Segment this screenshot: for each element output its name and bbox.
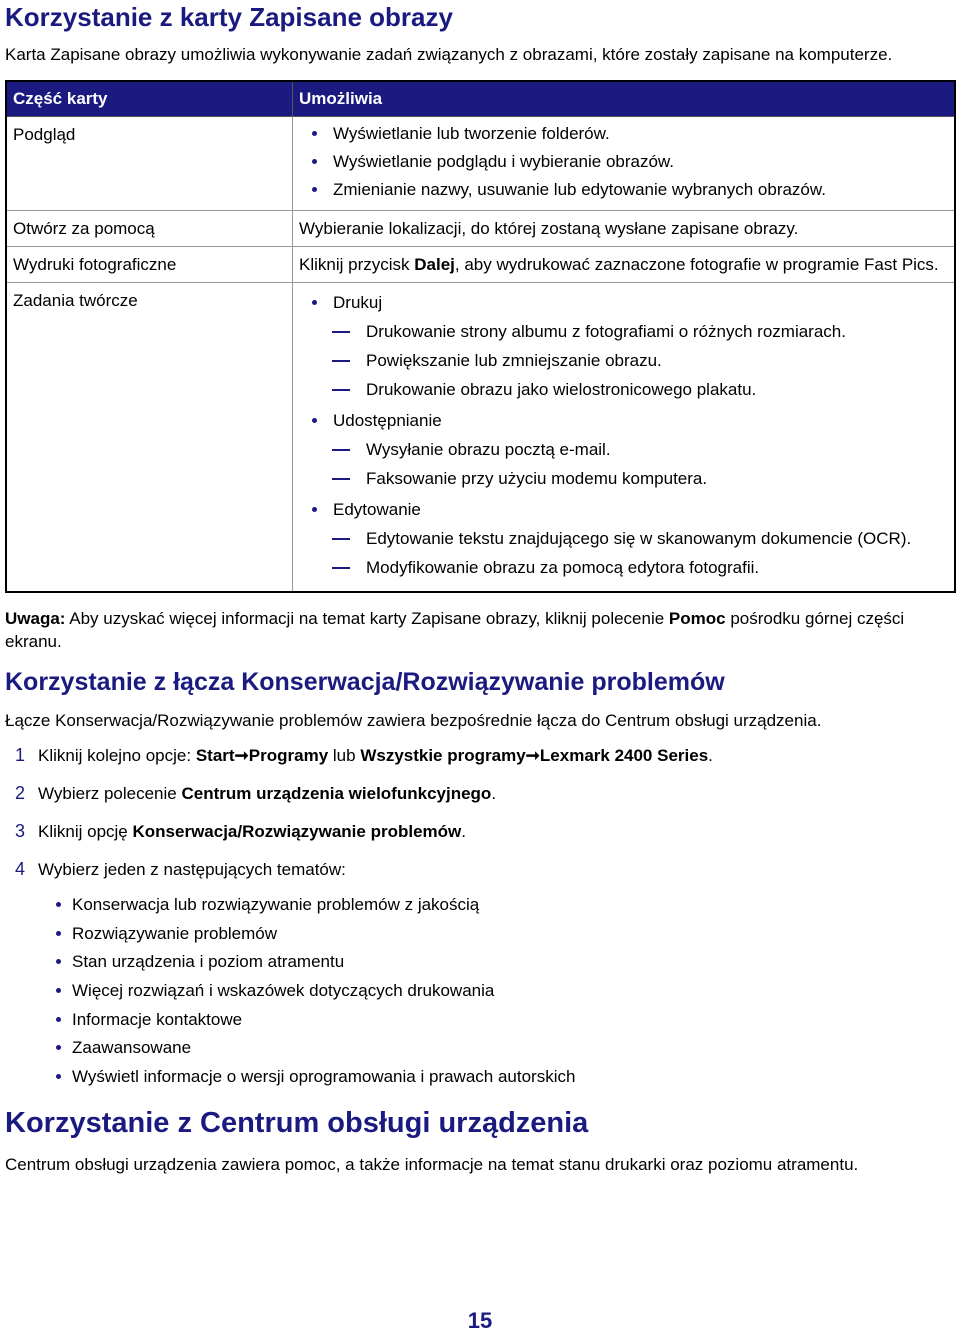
note-label: Uwaga: (5, 609, 66, 629)
table-row (6, 247, 955, 283)
list-item: Wyświetl informacje o wersji oprogramowania i prawach autorskich (38, 1065, 955, 1089)
table-header-row (6, 81, 955, 117)
step-number: 3 (15, 821, 26, 842)
bullet-icon (312, 187, 317, 192)
dash-icon (332, 567, 350, 569)
bullet-icon (56, 931, 61, 936)
list-item: Zaawansowane (38, 1036, 955, 1060)
table-cell-part: Zadania twórcze (6, 283, 293, 593)
list-item: Rozwiązywanie problemów (38, 922, 955, 946)
step-number: 4 (15, 859, 26, 880)
table-row (6, 283, 955, 593)
table-cell-part: Podgląd (6, 117, 293, 211)
document-page (5, 0, 955, 1176)
section-title-saved-images: Korzystanie z karty Zapisane obrazy (5, 2, 453, 32)
page-number: 15 (467, 1308, 493, 1333)
section-intro-maintenance: Łącze Konserwacja/Rozwiązywanie problemów zawiera bezpośrednie łącza do Centrum obsługi urządzenia. (5, 711, 822, 731)
list-item: Drukowanie strony albumu z fotografiami o różnych rozmiarach. (299, 320, 948, 343)
list-item: Informacje kontaktowe (38, 1008, 955, 1032)
bullet-icon (56, 902, 61, 907)
saved-images-table (5, 80, 956, 593)
dash-icon (332, 360, 350, 362)
bullet-icon (56, 988, 61, 993)
step-item: 2 Wybierz polecenie Centrum urządzenia wielofunkcyjnego. (15, 783, 497, 804)
table-cell-part: Wydruki fotograficzne (6, 247, 293, 283)
table-cell-desc: Kliknij przycisk Dalej, aby wydrukować zaznaczone fotografie w programie Fast Pics. (293, 247, 956, 283)
arrow-right-icon: ➞ (234, 746, 249, 766)
arrow-right-icon: ➞ (525, 746, 540, 766)
list-item: Wyświetlanie podglądu i wybieranie obrazów. (299, 148, 948, 176)
table-cell-desc (293, 283, 956, 593)
bullet-icon (312, 507, 317, 512)
list-item: Modyfikowanie obrazu za pomocą edytora fotografii. (299, 556, 948, 579)
dash-icon (332, 478, 350, 480)
list-item: Więcej rozwiązań i wskazówek dotyczących drukowania (38, 979, 955, 1003)
topics-list (38, 893, 955, 1088)
list-item: Udostępnianie (299, 407, 948, 435)
step-item: 3 Kliknij opcję Konserwacja/Rozwiązywanie problemów. (15, 821, 466, 842)
list-item: Powiększanie lub zmniejszanie obrazu. (299, 349, 948, 372)
list-item: Wyświetlanie lub tworzenie folderów. (299, 120, 948, 148)
bullet-icon (56, 1045, 61, 1050)
list-item: Wysyłanie obrazu pocztą e-mail. (299, 438, 948, 461)
dash-icon (332, 331, 350, 333)
table-row (6, 211, 955, 247)
list-item: Zmienianie nazwy, usuwanie lub edytowanie wybranych obrazów. (299, 176, 948, 204)
bullet-icon (312, 159, 317, 164)
list-item: Edytowanie tekstu znajdującego się w skanowanym dokumencie (OCR). (299, 527, 948, 550)
note-paragraph: Uwaga: Aby uzyskać więcej informacji na temat karty Zapisane obrazy, kliknij polecenie Pomoc pośrodku górnej części ekranu. (5, 609, 905, 652)
list-item: Stan urządzenia i poziom atramentu (38, 950, 955, 974)
table-cell-desc: Wybieranie lokalizacji, do której zostaną wysłane zapisane obrazy. (293, 211, 956, 247)
list-item: Faksowanie przy użyciu modemu komputera. (299, 467, 948, 490)
step-number: 2 (15, 783, 26, 804)
table-header-enables: Umożliwia (293, 81, 956, 117)
bullet-icon (56, 959, 61, 964)
section-intro-saved-images: Karta Zapisane obrazy umożliwia wykonywanie zadań związanych z obrazami, które zostały zapisane na komputerze. (5, 45, 893, 65)
section-title-maintenance: Korzystanie z łącza Konserwacja/Rozwiązywanie problemów (5, 668, 725, 697)
table-row (6, 117, 955, 211)
step-item: 1 Kliknij kolejno opcje: Start➞Programy lub Wszystkie programy➞Lexmark 2400 Series. (15, 745, 713, 766)
dash-icon (332, 389, 350, 391)
bullet-icon (56, 1074, 61, 1079)
section-title-service-center: Korzystanie z Centrum obsługi urządzenia (5, 1107, 589, 1140)
section-intro-service-center: Centrum obsługi urządzenia zawiera pomoc, a także informacje na temat stanu drukarki oraz poziomu atramentu. (5, 1155, 859, 1175)
list-item: Konserwacja lub rozwiązywanie problemów z jakością (38, 893, 955, 917)
next-button-label: Dalej (414, 255, 455, 275)
step-number: 1 (15, 745, 26, 766)
bullet-icon (312, 300, 317, 305)
dash-icon (332, 449, 350, 451)
bullet-icon (56, 1017, 61, 1022)
help-command-label: Pomoc (668, 609, 726, 629)
list-item: Drukuj (299, 289, 948, 317)
list-item: Edytowanie (299, 496, 948, 524)
list-item: Drukowanie obrazu jako wielostronicowego plakatu. (299, 378, 948, 401)
steps-list (5, 744, 955, 1088)
table-cell-desc (293, 117, 956, 211)
dash-icon (332, 538, 350, 540)
table-cell-part: Otwórz za pomocą (6, 211, 293, 247)
bullet-icon (312, 131, 317, 136)
step-item: 4 Wybierz jeden z następujących tematów: Konserwacja lub rozwiązywanie problemów z jakością Rozwiązywanie problemów Stan urządzenia i poziom atramentu Więcej rozwiązań i wskazówek dotyczących drukowania Informacje kontaktowe Zaawansowane Wyświetl informacje o wersji oprogramowania i prawach autorskich (5, 858, 955, 1088)
table-header-part: Część karty (6, 81, 293, 117)
bullet-icon (312, 418, 317, 423)
